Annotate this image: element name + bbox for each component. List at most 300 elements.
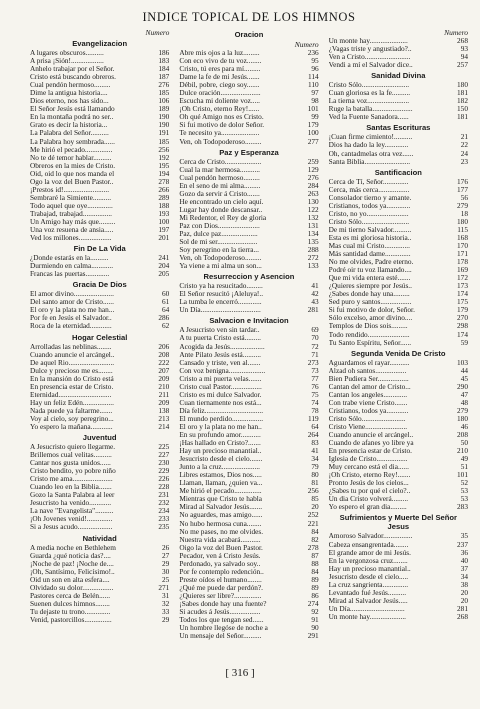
hymn-entry	[179, 262, 318, 270]
hymn-title: Pastores cerca de Belén......	[30, 591, 111, 600]
hymn-entry	[30, 343, 169, 351]
hymn-entry	[179, 158, 318, 166]
hymn-entry	[179, 431, 318, 439]
hymn-number: 222	[158, 357, 170, 367]
hymn-number: 114	[307, 72, 319, 82]
hymn-entry	[30, 306, 169, 314]
hymn-number: 268	[457, 611, 468, 621]
hymn-entry	[179, 65, 318, 73]
topic-section	[179, 148, 318, 271]
hymn-title: Cristo a mi puerta velas.......	[179, 374, 262, 383]
hymn-entry	[30, 576, 169, 584]
hymn-number: 90	[311, 623, 319, 633]
hymn-number: 89	[311, 582, 319, 592]
hymn-entry	[179, 306, 318, 314]
hymn-title: Muy cercano está el dia......	[328, 463, 409, 472]
hymn-entry	[30, 170, 169, 178]
hymn-number: 84	[311, 526, 319, 536]
hymn-title: Oid un son en alta esfera....	[30, 575, 110, 584]
hymn-entry	[179, 121, 318, 129]
hymn-entry	[179, 568, 318, 576]
hymn-entry	[30, 616, 169, 624]
hymn-title: Si fui motivo de dolor Señor.	[179, 121, 265, 130]
hymn-number: 197	[158, 225, 170, 235]
hymn-title: Oid, oid lo que nos manda el	[30, 169, 115, 178]
hymn-title: Jesucristo desde el cielo.....	[328, 572, 409, 581]
hymn-title: En la montaña podrá no ser..	[30, 113, 114, 122]
topic-section	[30, 534, 169, 624]
hymn-title: Grato es decir la historia...	[30, 121, 108, 130]
hymn-title: El oro y la plata no me han...	[30, 306, 115, 315]
hymn-number: 132	[307, 212, 319, 222]
topic-section	[179, 30, 318, 146]
hymn-entry	[329, 331, 468, 339]
hymn-title: Si acudes á Jesús.................	[179, 608, 261, 617]
hymn-title: Cuan gloriosa es la fe..........	[328, 89, 411, 98]
hymn-title: A media noche en Bethlehem	[30, 543, 116, 552]
hymn-number: 279	[457, 405, 468, 415]
hymn-number: 179	[307, 120, 319, 130]
hymn-number: 274	[307, 599, 319, 608]
hymn-entry	[30, 507, 169, 515]
section-title: Sanidad Divina	[371, 71, 426, 81]
topic-section	[30, 244, 169, 278]
hymn-number: 27	[162, 550, 170, 560]
hymn-entry	[30, 210, 169, 218]
hymn-entry	[329, 266, 468, 274]
hymn-title: Dios ha dado la ley.............	[328, 141, 409, 150]
hymn-number: 25	[162, 574, 170, 584]
hymn-number: 170	[457, 240, 468, 250]
hymn-entry	[30, 451, 169, 459]
hymn-number: 290	[457, 381, 468, 391]
hymn-number: 272	[307, 253, 319, 263]
hymn-title: ¡Cuan firme cimiento!..........	[328, 133, 413, 142]
hymn-entry	[329, 573, 468, 581]
hymn-title: Paz con Dios.......................	[179, 221, 260, 230]
hymn-number: 192	[158, 152, 170, 162]
hymn-entry	[179, 520, 318, 528]
hymn-title: Nada puede ya faltarme.......	[30, 406, 113, 415]
topic-section	[329, 513, 468, 621]
hymn-title: Santa Biblia.........................	[328, 157, 411, 166]
hymn-title: Libres estamos, Dios nos.....	[179, 471, 262, 480]
hymn-entry	[329, 298, 468, 306]
hymn-title: Cuando leo en la Biblia.......	[30, 483, 112, 492]
hymn-number: 236	[307, 48, 319, 57]
topic-section	[179, 272, 318, 314]
hymn-entry	[329, 581, 468, 589]
hymn-entry	[30, 154, 169, 162]
hymn-entry	[30, 270, 169, 278]
hymn-number: 180	[457, 216, 468, 226]
hymn-entry	[179, 282, 318, 290]
hymn-number: 33	[162, 606, 170, 616]
page-number: [ 316 ]	[225, 667, 255, 679]
hymn-entry	[179, 290, 318, 298]
hymn-title: Cuando anuncie el arcángel..	[30, 350, 115, 359]
hymn-entry	[179, 359, 318, 367]
hymn-number: 205	[158, 269, 170, 279]
section-title: Oracion	[234, 30, 264, 39]
hymn-number: 237	[457, 539, 468, 549]
hymn-number: 195	[158, 160, 170, 170]
hymn-title: En presencia estar de Cristo.	[328, 447, 412, 456]
hymn-title: Hay un feliz Edén.................	[30, 398, 114, 407]
hymn-entry	[30, 415, 169, 423]
hymn-entry	[30, 423, 169, 431]
hymn-title: El mundo perdido.................	[179, 414, 264, 423]
hymn-entry	[30, 391, 169, 399]
hymn-entry	[179, 375, 318, 383]
hymn-entry	[179, 351, 318, 359]
hymn-number: 210	[457, 446, 468, 456]
hymn-entry	[179, 49, 318, 57]
hymn-entry	[179, 415, 318, 423]
hymn-number: 183	[158, 56, 170, 66]
hymn-title: Cantan los angeles.............	[328, 390, 408, 399]
hymn-title: Cristianos, todos ya.............	[328, 201, 411, 210]
hymn-title: Cabeza ensangrentada........	[328, 540, 409, 549]
hymn-number: 174	[457, 329, 468, 339]
hymn-number: 208	[158, 349, 170, 359]
hymn-title: Cantar nos gusta unidos......	[30, 459, 111, 468]
hymn-number: 34	[311, 454, 319, 464]
hymn-number: 193	[158, 208, 170, 218]
hymn-entry	[179, 206, 318, 214]
hymn-number: 78	[311, 405, 319, 415]
hymn-number: 50	[460, 438, 468, 448]
hymn-title: Cual pendón hermoso.........	[179, 173, 260, 182]
hymn-entry	[179, 174, 318, 182]
hymn-title: Por fe contemplo redención..	[179, 567, 264, 576]
hymn-title: En presencia estar de Cristo.	[30, 382, 114, 391]
hymn-entry	[179, 495, 318, 503]
hymn-title: Un mensaje del Señor..........	[179, 632, 262, 641]
hymn-entry	[30, 600, 169, 608]
hymn-title: Jesucristo ha venido............	[30, 499, 112, 508]
hymn-entry	[329, 113, 468, 121]
hymn-title: Paz, dulce paz....................	[179, 229, 258, 238]
hymn-title: Dios eterno, nos has sido...	[30, 97, 109, 106]
hymn-number: 93	[460, 44, 468, 54]
hymn-number: 51	[460, 462, 468, 472]
hymn-number: 211	[158, 389, 170, 399]
section-title: Hogar Celestial	[72, 332, 128, 342]
hymn-entry	[329, 463, 468, 471]
hymn-number: 235	[158, 522, 170, 532]
hymn-number: 53	[460, 494, 468, 504]
hymn-number: 100	[307, 128, 319, 138]
hymn-title: Con eco vivo de tu voz........	[179, 57, 262, 66]
hymn-title: Del santo amor de Cristo......	[30, 298, 114, 307]
hymn-entry	[179, 222, 318, 230]
hymn-number: 85	[311, 494, 319, 504]
hymn-number: 44	[460, 365, 468, 375]
hymn-title: Sed puro y santos.................	[328, 298, 412, 307]
hymn-number: 174	[457, 289, 468, 299]
hymn-entry	[30, 113, 169, 121]
hymn-title: Dulce y precioso me es........	[30, 366, 113, 375]
hymn-number: 270	[457, 313, 468, 323]
hymn-title: Ante Pilato Jesús está..........	[179, 350, 262, 359]
hymn-title: Me hirió el pecado...............	[30, 145, 113, 154]
hymn-entry	[30, 162, 169, 170]
hymn-title: En el seno de mi alma.........	[179, 181, 261, 190]
hymn-entry	[179, 238, 318, 246]
hymn-entry	[329, 597, 468, 605]
hymn-entry	[329, 557, 468, 565]
hymn-number: 229	[158, 466, 170, 476]
hymn-entry	[179, 511, 318, 519]
hymn-number: 64	[311, 421, 319, 431]
hymn-entry	[30, 475, 169, 483]
hymn-entry	[30, 584, 169, 592]
hymn-number: 100	[158, 216, 170, 226]
hymn-title: En la vergonzosa cruz........	[328, 556, 408, 565]
hymn-number: 266	[158, 184, 170, 194]
hymn-number: 22	[460, 140, 468, 150]
hymn-title: A prisa ¡Sión!..................	[30, 57, 104, 66]
hymn-number: 42	[311, 289, 319, 299]
hymn-entry	[179, 129, 318, 137]
hymn-number: 73	[311, 365, 319, 375]
hymn-number: 184	[158, 64, 170, 74]
hymn-entry	[179, 166, 318, 174]
hymn-number: 75	[311, 389, 319, 399]
hymn-entry	[30, 459, 169, 467]
hymn-entry	[179, 383, 318, 391]
hymn-number: 176	[457, 176, 468, 186]
hymn-entry	[329, 45, 468, 53]
hymn-entry	[30, 49, 169, 57]
hymn-number: 172	[457, 273, 468, 283]
hymn-number: 87	[311, 550, 319, 560]
hymn-entry	[179, 198, 318, 206]
hymn-title: ¡Oh Cristo, eterno Rey!......	[179, 105, 260, 114]
hymn-number: 115	[457, 224, 468, 234]
hymn-title: A Jesucristo quiero llegarme.	[30, 443, 116, 452]
hymn-entry	[179, 407, 318, 415]
hymn-number: 53	[460, 486, 468, 496]
hymn-entry	[179, 632, 318, 640]
hymn-entry	[179, 479, 318, 487]
hymn-title: Si a Jesus acudo...................	[30, 523, 113, 532]
hymn-title: Sólo excelso, amor divino....	[328, 314, 413, 323]
hymn-entry	[30, 81, 169, 89]
hymn-entry	[329, 242, 468, 250]
hymn-title: No te dé temor hablar..........	[30, 153, 112, 162]
topic-section	[30, 39, 169, 242]
hymn-title: ¿Sabes donde hay una.........	[328, 290, 410, 299]
hymn-title: A Jesucristo ven sin tardar..	[179, 326, 260, 335]
hymn-entry	[179, 600, 318, 608]
hymn-entry	[179, 138, 318, 146]
hymn-entry	[179, 584, 318, 592]
hymn-entry	[329, 89, 468, 97]
hymn-entry	[329, 375, 468, 383]
hymn-entry	[30, 544, 169, 552]
hymn-entry	[329, 234, 468, 242]
hymn-number: 92	[311, 607, 319, 617]
hymn-number: 194	[158, 168, 170, 178]
hymn-entry	[179, 544, 318, 552]
hymn-number: 281	[457, 603, 468, 613]
hymn-title: Pecador, ven á Cristo Jesús.	[179, 551, 261, 560]
hymn-number: 227	[158, 450, 170, 460]
hymn-number: 259	[307, 156, 319, 166]
hymn-number: 31	[162, 590, 170, 600]
hymn-number: 37	[460, 563, 468, 573]
hymn-entry	[179, 439, 318, 447]
hymn-number: 273	[307, 357, 319, 367]
hymn-entry	[329, 423, 468, 431]
hymn-number: 59	[460, 337, 468, 347]
hymn-entry	[329, 250, 468, 258]
hymn-entry	[329, 210, 468, 218]
hymn-title: Soy peregrino en la tierra...	[179, 246, 259, 255]
hymn-entry	[179, 334, 318, 342]
hymn-title: Acogida da Jesús...................	[179, 342, 265, 351]
hymn-number: 86	[311, 590, 319, 600]
hymn-number: 77	[311, 373, 319, 383]
hymn-entry	[329, 565, 468, 573]
hymn-entry	[179, 536, 318, 544]
hymn-number: 277	[307, 136, 319, 146]
hymn-title: Tu Santo Espíritu, Señor......	[328, 338, 412, 347]
hymn-title: Te necesito ya.....................	[179, 129, 260, 138]
hymn-title: ¡Oh, Santísimo, Felicísimo!..	[30, 567, 115, 576]
hymn-number: 208	[457, 430, 468, 440]
hymn-entry	[179, 463, 318, 471]
hymn-entry	[329, 150, 468, 158]
hymn-number: 207	[158, 365, 170, 375]
hymn-entry	[179, 624, 318, 632]
hymn-number: 231	[158, 490, 170, 500]
hymn-title: Podré oir tu voz llamando....	[328, 266, 412, 275]
index-column-1	[30, 28, 169, 642]
hymn-number: 60	[162, 289, 170, 299]
hymn-title: El Señor resucitó ¡Aleluya!..	[179, 290, 264, 299]
hymn-number: 169	[457, 265, 468, 275]
hymn-entry	[179, 399, 318, 407]
hymn-title: Cristo Sólo..........................	[328, 81, 410, 90]
hymn-number: 99	[311, 112, 319, 122]
hymn-title: Iglesia de Cristo.................	[328, 455, 408, 464]
hymn-number: 173	[457, 281, 468, 291]
hymn-entry	[30, 178, 169, 186]
hymn-title: Guarda ¿qué noticia das?....	[30, 551, 111, 560]
hymn-entry	[179, 616, 318, 624]
hymn-number: 64	[162, 305, 170, 315]
hymn-number: 291	[307, 631, 319, 641]
hymn-entry	[329, 391, 468, 399]
hymn-entry	[329, 194, 468, 202]
hymn-title: Perdonado, ya salvado soy..	[179, 559, 261, 568]
hymn-title: ¡Prestos id!.........................	[30, 185, 110, 194]
hymn-number: 43	[311, 297, 319, 307]
hymn-entry	[329, 439, 468, 447]
hymn-entry	[179, 57, 318, 65]
hymn-entry	[179, 190, 318, 198]
hymn-number: 96	[311, 64, 319, 74]
hymn-title: En su profundo amor...........	[179, 431, 261, 440]
hymn-number: 190	[158, 120, 170, 130]
hymn-entry	[329, 455, 468, 463]
hymn-number: 45	[460, 373, 468, 383]
section-title: Evangelizacion	[72, 39, 128, 48]
hymn-number: 281	[307, 305, 319, 315]
hymn-title: Un Día..............................	[328, 604, 405, 613]
hymn-number: 185	[158, 136, 170, 146]
hymn-title: Ven, oh Todopoderoso.........	[179, 254, 262, 263]
hymn-entry	[329, 314, 468, 322]
hymn-number: 252	[307, 510, 319, 520]
section-title: Paz y Esperanza	[219, 147, 279, 157]
hymn-entry	[329, 258, 468, 266]
hymn-title: Nuestra vida acabará...........	[179, 535, 261, 544]
hymn-number: 91	[311, 615, 319, 625]
hymn-number: 298	[457, 321, 468, 331]
hymn-entry	[30, 367, 169, 375]
hymn-title: Cristo, tú eres para mí.........	[179, 65, 261, 74]
hymn-entry	[30, 298, 169, 306]
hymn-title: ¡Oh Jovenes venid!..............	[30, 515, 113, 524]
hymn-entry	[30, 560, 169, 568]
topic-section	[329, 37, 468, 69]
hymn-entry	[329, 226, 468, 234]
hymn-entry	[179, 552, 318, 560]
hymn-title: Gozo da servir á Cristo.......	[179, 189, 260, 198]
hymn-title: Cerca de Cristo....................	[179, 157, 262, 166]
hymn-entry	[30, 314, 169, 322]
hymn-number: 23	[460, 156, 468, 166]
hymn-entry	[179, 487, 318, 495]
hymn-number: 209	[158, 397, 170, 407]
hymn-entry	[329, 589, 468, 597]
hymn-title: Mirad al Salvador Jesús.....	[328, 596, 408, 605]
topic-section	[30, 433, 169, 532]
hymn-entry	[329, 495, 468, 503]
hymn-title: Ven, oh Todopoderoso.........	[179, 137, 262, 146]
hymn-entry	[30, 552, 169, 560]
hymn-title: Brillemos cual velitas..........	[30, 451, 112, 460]
hymn-number: 135	[307, 237, 319, 247]
topic-section	[30, 280, 169, 330]
hymn-entry	[179, 246, 318, 254]
hymn-title: Francas las puertas.............	[30, 270, 110, 279]
hymn-title: Cual pendón hermoso.........	[30, 81, 111, 90]
hymn-title: ¡Has hallado en Cristo?.......	[179, 439, 261, 448]
hymn-title: Ya viene a mi alma un son...	[179, 262, 262, 271]
hymn-title: Eternidad.............................	[30, 390, 112, 399]
hymn-title: Levantado fué Jesús..........	[328, 588, 407, 597]
hymn-title: Cuan tiernamente nos está...	[179, 398, 262, 407]
hymn-number: 82	[311, 534, 319, 544]
hymn-entry	[329, 613, 468, 621]
hymn-entry	[30, 592, 169, 600]
hymn-number: 256	[307, 486, 319, 496]
hymn-title: ¡Noche de paz! ¡Noche de....	[30, 559, 114, 568]
hymn-entry	[329, 431, 468, 439]
hymn-entry	[30, 290, 169, 298]
hymn-number: 89	[311, 574, 319, 584]
hymn-title: No me olvides, Padre eterno.	[328, 258, 414, 267]
hymn-entry	[30, 73, 169, 81]
hymn-number: 61	[162, 297, 170, 307]
hymn-title: Mas cual mi Cristo..............	[328, 241, 410, 250]
hymn-title: Oigo la voz del Buen Pastor.	[179, 543, 263, 552]
